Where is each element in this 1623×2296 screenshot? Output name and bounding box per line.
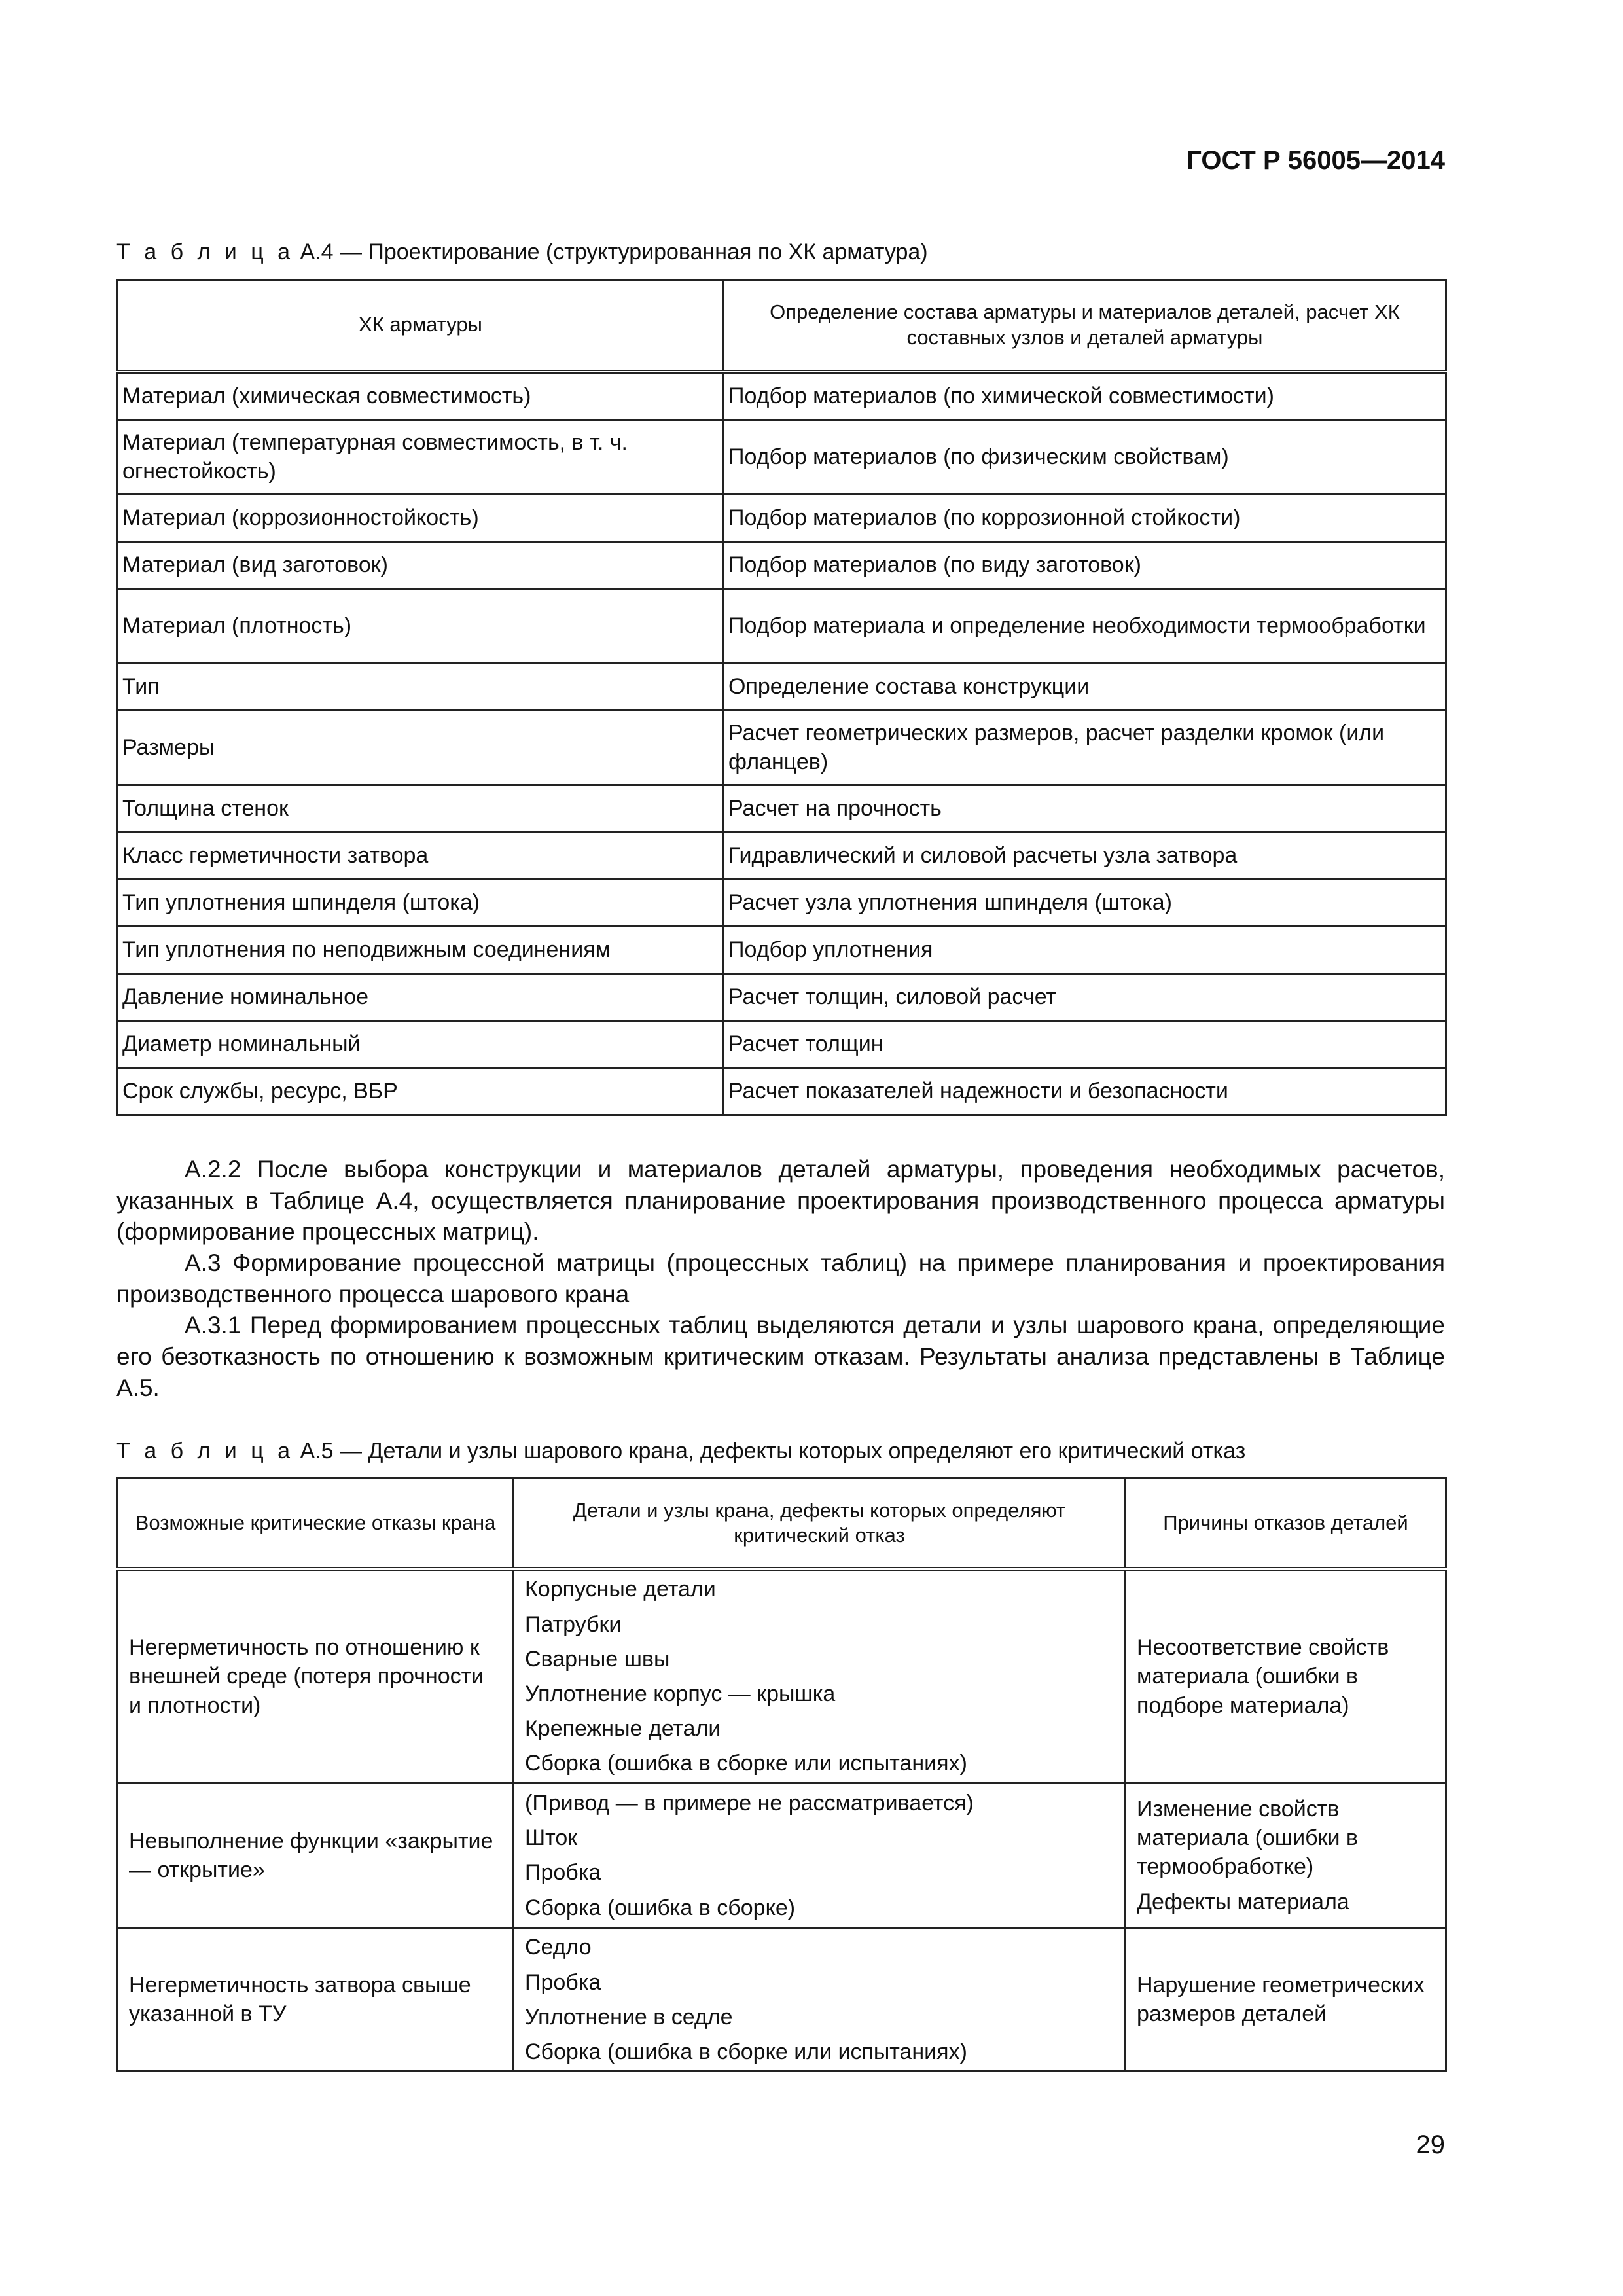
table-a5-header-parts: Детали и узлы крана, дефекты которых определяют критический отказ xyxy=(514,1479,1126,1570)
table-a4-header-characteristic: ХК арматуры xyxy=(118,279,724,372)
table-cell: Подбор материалов (по физическим свойствам) xyxy=(724,420,1446,494)
table-row xyxy=(118,973,1446,1020)
list-item: Шток xyxy=(525,1825,578,1851)
table-cell: Материал (плотность) xyxy=(118,588,724,663)
table-cell: Тип xyxy=(118,663,724,710)
list-item: Изменение свойств материала (ошибки в термообработке) xyxy=(1137,1797,1358,1880)
table-a5-header-causes: Причины отказов деталей xyxy=(1126,1479,1446,1570)
table-cell: Толщина стенок xyxy=(118,785,724,832)
table-cell: Определение состава конструкции xyxy=(724,663,1446,710)
list-item: Сварные швы xyxy=(525,1646,670,1672)
table-a4-header-row xyxy=(118,279,1446,372)
table-cell: Подбор материалов (по виду заготовок) xyxy=(724,541,1446,588)
table-cell: Класс герметичности затвора xyxy=(118,832,724,879)
table-cell: Расчет узла уплотнения шпинделя (штока) xyxy=(724,879,1446,926)
table-cell: Расчет толщин xyxy=(724,1020,1446,1067)
list-item: Уплотнение в седле xyxy=(525,2004,733,2030)
list-item: Нарушение геометрических размеров деталей xyxy=(1137,1973,1425,2027)
table-a4-caption xyxy=(116,239,1445,266)
table-a4-caption-title: А.4 — Проектирование (структурированная по ХК арматура) xyxy=(294,240,928,264)
table-row xyxy=(118,879,1446,926)
table-row xyxy=(118,588,1446,663)
list-item: (Привод — в примере не рассматривается) xyxy=(525,1791,974,1816)
table-row xyxy=(118,1928,1446,2072)
table-cell: Материал (вид заготовок) xyxy=(118,541,724,588)
table-a4-header-definition: Определение состава арматуры и материалов деталей, расчет ХК составных узлов и деталей арматуры xyxy=(724,279,1446,372)
table-cell: Гидравлический и силовой расчеты узла затвора xyxy=(724,832,1446,879)
table-cell: Размеры xyxy=(118,710,724,785)
table-cell: Давление номинальное xyxy=(118,973,724,1020)
table-row xyxy=(118,541,1446,588)
table-a5-header-row xyxy=(118,1479,1446,1570)
paragraph-a-3-1: А.3.1 Перед формированием процессных таблиц выделяются детали и узлы шарового крана, определяющие его безотказность по отношению к возможным критическим отказам. Результаты анализа представлены в Таблице А.5. xyxy=(116,1312,1445,1401)
table-cell: Подбор материала и определение необходимости термообработки xyxy=(724,588,1446,663)
table-cell: Расчет на прочность xyxy=(724,785,1446,832)
paragraph-a-2-2: А.2.2 После выбора конструкции и материалов деталей арматуры, проведения необходимых расчетов, указанных в Таблице А.4, осуществляется планирование проектирования производственного процесса арматуры (формирование процессных матриц). xyxy=(116,1155,1445,1246)
causes-cell xyxy=(1126,1569,1446,1783)
list-item: Сборка (ошибка в сборке) xyxy=(525,1895,796,1920)
paragraph-a-3: А.3 Формирование процессной матрицы (процессных таблиц) на примере планирования и проектирования производственного процесса шарового крана xyxy=(116,1249,1445,1308)
causes-cell xyxy=(1126,1783,1446,1928)
parts-cell xyxy=(514,1783,1126,1928)
table-a5-header-failures: Возможные критические отказы крана xyxy=(118,1479,514,1570)
table-row xyxy=(118,710,1446,785)
table-row xyxy=(118,372,1446,420)
body-text xyxy=(116,1154,1445,1404)
table-row xyxy=(118,1783,1446,1928)
list-item: Сборка (ошибка в сборке или испытаниях) xyxy=(525,2039,967,2065)
table-row xyxy=(118,1067,1446,1115)
table-row xyxy=(118,420,1446,494)
table-cell: Подбор уплотнения xyxy=(724,926,1446,973)
table-cell: Материал (коррозионностойкость) xyxy=(118,494,724,541)
table-row xyxy=(118,832,1446,879)
table-row xyxy=(118,663,1446,710)
table-cell: Подбор материалов (по химической совместимости) xyxy=(724,372,1446,420)
table-row xyxy=(118,785,1446,832)
list-item: Патрубки xyxy=(525,1611,622,1637)
table-cell: Тип уплотнения шпинделя (штока) xyxy=(118,879,724,926)
table-cell: Расчет геометрических размеров, расчет разделки кромок (или фланцев) xyxy=(724,710,1446,785)
list-item: Седло xyxy=(525,1935,592,1960)
table-a5 xyxy=(116,1477,1447,2072)
table-cell: Диаметр номинальный xyxy=(118,1020,724,1067)
list-item: Сборка (ошибка в сборке или испытаниях) xyxy=(525,1751,967,1776)
causes-cell xyxy=(1126,1928,1446,2072)
table-a4-caption-prefix: Т а б л и ц а xyxy=(116,240,294,264)
list-item: Корпусные детали xyxy=(525,1577,716,1602)
parts-cell xyxy=(514,1569,1126,1783)
list-item: Уплотнение корпус — крышка xyxy=(525,1681,836,1706)
table-a5-caption-prefix: Т а б л и ц а xyxy=(116,1438,294,1463)
table-cell: Подбор материалов (по коррозионной стойкости) xyxy=(724,494,1446,541)
table-a4 xyxy=(116,279,1447,1116)
table-row xyxy=(118,1020,1446,1067)
table-cell: Расчет показателей надежности и безопасности xyxy=(724,1067,1446,1115)
table-cell: Тип уплотнения по неподвижным соединениям xyxy=(118,926,724,973)
list-item: Дефекты материала xyxy=(1137,1889,1349,1914)
list-item: Несоответствие свойств материала (ошибки в подборе материала) xyxy=(1137,1635,1389,1718)
failure-cell: Негерметичность по отношению к внешней среде (потеря прочности и плотности) xyxy=(118,1569,514,1783)
table-a5-caption xyxy=(116,1438,1445,1465)
table-row xyxy=(118,494,1446,541)
list-item: Пробка xyxy=(525,1969,601,1995)
parts-cell xyxy=(514,1928,1126,2072)
table-cell: Расчет толщин, силовой расчет xyxy=(724,973,1446,1020)
table-a5-caption-title: А.5 — Детали и узлы шарового крана, дефекты которых определяют его критический отказ xyxy=(294,1438,1246,1463)
failure-cell: Невыполнение функции «закрытие — открытие» xyxy=(118,1783,514,1928)
document-code: ГОСТ Р 56005—2014 xyxy=(1186,146,1445,175)
table-cell: Материал (химическая совместимость) xyxy=(118,372,724,420)
list-item: Пробка xyxy=(525,1860,601,1886)
table-row xyxy=(118,926,1446,973)
table-row xyxy=(118,1569,1446,1783)
page-number: 29 xyxy=(1416,2130,1445,2159)
list-item: Крепежные детали xyxy=(525,1716,721,1742)
table-cell: Срок службы, ресурс, ВБР xyxy=(118,1067,724,1115)
table-cell: Материал (температурная совместимость, в т. ч. огнестойкость) xyxy=(118,420,724,494)
failure-cell: Негерметичность затвора свыше указанной в ТУ xyxy=(118,1928,514,2072)
